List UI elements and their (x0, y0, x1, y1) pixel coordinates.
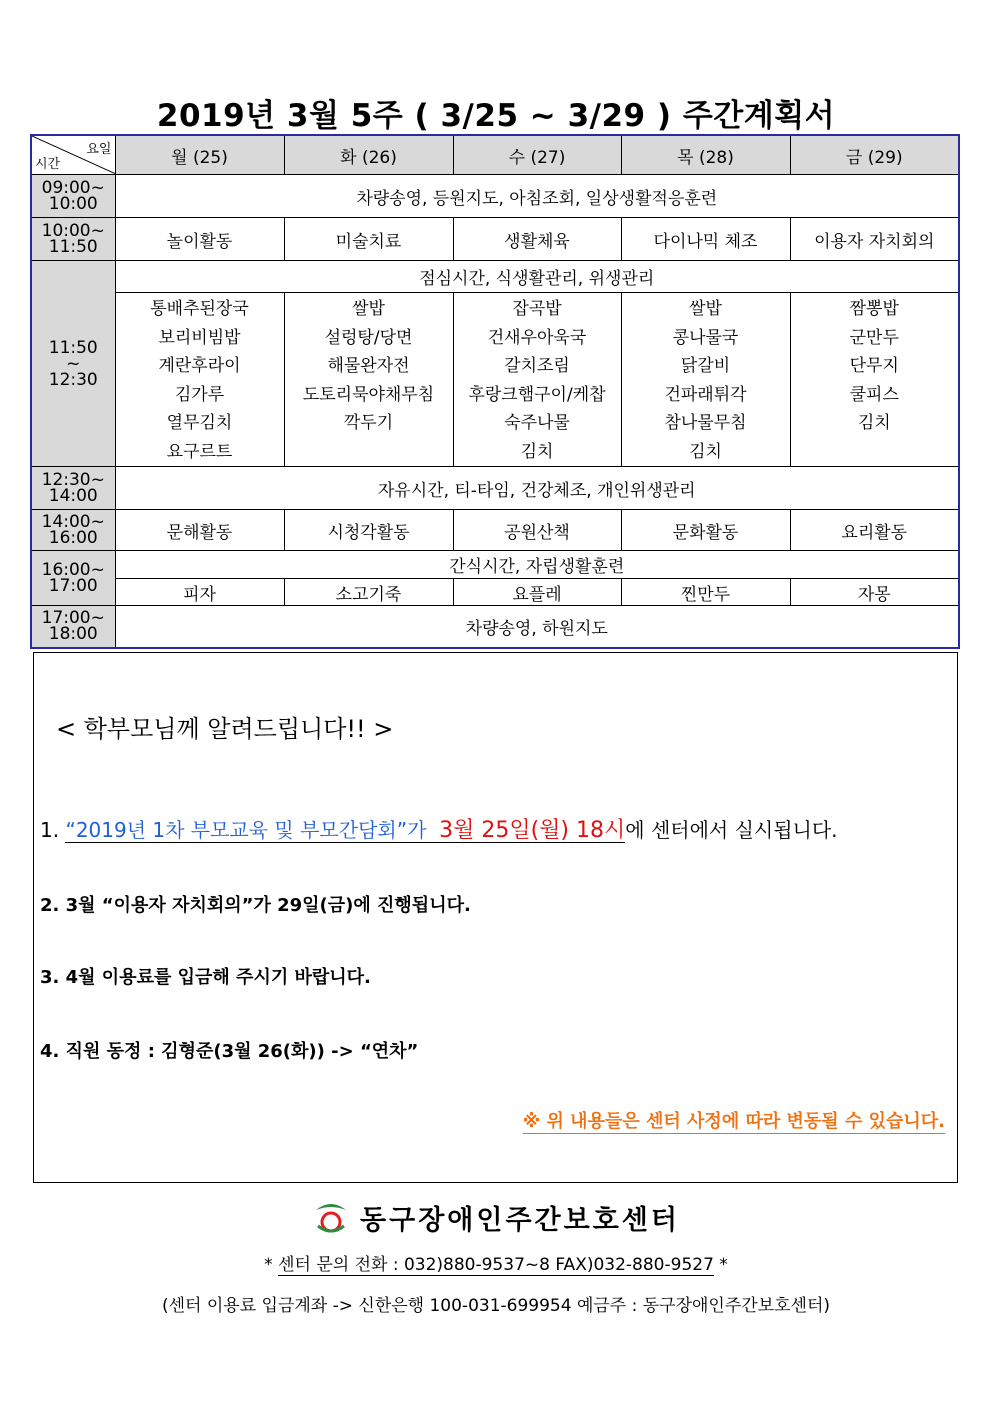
notice-item-4: 4. 직원 동정 : 김형준(3월 26(화)) -> “연차” (40, 1041, 419, 1062)
time-cell: 16:00~ 17:00 (31, 551, 115, 606)
notice-heading: < 학부모님께 알려드립니다!! > (56, 715, 394, 743)
day-header: 화 (26) (284, 135, 453, 175)
schedule-row (31, 175, 959, 218)
day-header: 금 (29) (790, 135, 959, 175)
schedule-row (31, 551, 959, 579)
activity-cell: 공원산책 (453, 510, 621, 551)
activity-cell: 요리활동 (790, 510, 959, 551)
menu-cell: 쌀밥 콩나물국 닭갈비 건파래튀각 참나물무침 김치 (621, 293, 790, 467)
corner-day-label: 요일 (86, 142, 112, 157)
header-row (31, 135, 959, 175)
activity-cell: 문화활동 (621, 510, 790, 551)
schedule-row (31, 218, 959, 261)
activity-cell: 시청각활동 (284, 510, 453, 551)
weekly-schedule-table (30, 134, 960, 649)
day-header: 수 (27) (453, 135, 621, 175)
snack-cell: 찐만두 (621, 579, 790, 606)
time-cell: 09:00~ 10:00 (31, 175, 115, 218)
activity-cell: 점심시간, 식생활관리, 위생관리 (115, 261, 959, 293)
snack-cell: 피자 (115, 579, 284, 606)
schedule-row (31, 510, 959, 551)
menu-cell: 잡곡밥 건새우아욱국 갈치조림 후랑크햄구이/케찹 숙주나물 김치 (453, 293, 621, 467)
activity-cell: 자유시간, 티-타임, 건강체조, 개인위생관리 (115, 467, 959, 510)
schedule-row (31, 261, 959, 293)
time-cell: 12:30~ 14:00 (31, 467, 115, 510)
menu-cell: 통배추된장국 보리비빔밥 계란후라이 김가루 열무김치 요구르트 (115, 293, 284, 467)
activity-cell: 차량송영, 등원지도, 아침조회, 일상생활적응훈련 (115, 175, 959, 218)
notice-warning: ※ 위 내용들은 센터 사정에 따라 변동될 수 있습니다. (523, 1107, 945, 1134)
menu-cell: 짬뽕밥 군만두 단무지 쿨피스 김치 (790, 293, 959, 467)
notice-item-3: 3. 4월 이용료를 입금해 주시기 바랍니다. (40, 967, 371, 988)
notice-event-name: “2019년 1차 부모교육 및 부모간담회”가 (65, 818, 427, 842)
activity-cell: 다이나믹 체조 (621, 218, 790, 261)
snack-cell: 소고기죽 (284, 579, 453, 606)
day-header: 월 (25) (115, 135, 284, 175)
menu-cell: 쌀밥 설렁탕/당면 해물완자전 도토리묵야채무침 깍두기 (284, 293, 453, 467)
activity-cell: 문해활동 (115, 510, 284, 551)
time-cell: 11:50 ~ 12:30 (31, 261, 115, 467)
activity-cell: 생활체육 (453, 218, 621, 261)
activity-cell: 놀이활동 (115, 218, 284, 261)
activity-cell: 차량송영, 하원지도 (115, 606, 959, 648)
notice-event-date: 3월 25일(월) 18시 (439, 818, 626, 843)
schedule-row (31, 606, 959, 648)
corner-cell (31, 135, 115, 175)
contact-info: * 센터 문의 전화 : 032)880-9537~8 FAX)032-880-9527 * (264, 1255, 728, 1275)
page-title: 2019년 3월 5주 ( 3/25 ~ 3/29 ) 주간계획서 (156, 98, 836, 134)
snack-cell: 자몽 (790, 579, 959, 606)
snack-cell: 요플레 (453, 579, 621, 606)
menu-row (31, 293, 959, 467)
bank-info: (센터 이용료 입금계좌 -> 신한은행 100-031-699954 예금주 : 동구장애인주간보호센터) (161, 1296, 831, 1316)
time-cell: 14:00~ 16:00 (31, 510, 115, 551)
day-header: 목 (28) (621, 135, 790, 175)
activity-cell: 간식시간, 자립생활훈련 (115, 551, 959, 579)
activity-cell: 이용자 자치회의 (790, 218, 959, 261)
org-logo-icon (312, 1202, 350, 1241)
activity-cell: 미술치료 (284, 218, 453, 261)
snack-row (31, 579, 959, 606)
notice-item-2: 2. 3월 “이용자 자치회의”가 29일(금)에 진행됩니다. (40, 895, 471, 916)
notice-box (33, 652, 958, 1183)
notice-item-1: 1. “2019년 1차 부모교육 및 부모간담회”가 3월 25일(월) 18시에 센터에서 실시됩니다. (40, 818, 838, 843)
time-cell: 17:00~ 18:00 (31, 606, 115, 648)
org-name-row: 동구장애인주간보호센터 (0, 1198, 992, 1241)
schedule-row (31, 467, 959, 510)
time-cell: 10:00~ 11:50 (31, 218, 115, 261)
corner-time-label: 시간 (35, 157, 61, 172)
